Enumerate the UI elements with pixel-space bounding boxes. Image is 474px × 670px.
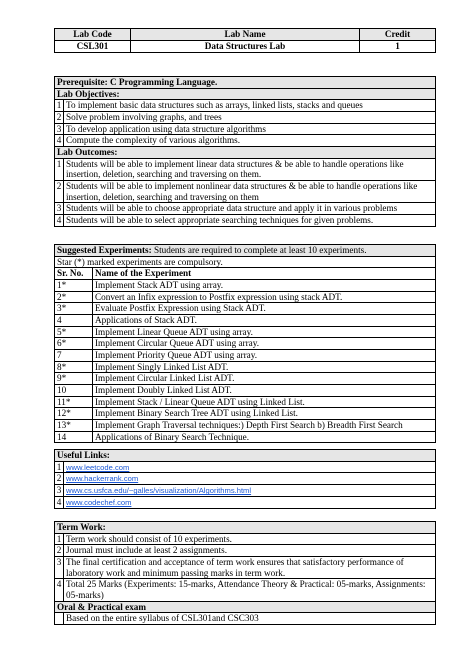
list-item: 4 Students will be able to select appropriate searching techniques for given problems. bbox=[55, 215, 436, 227]
experiment-name-header: Name of the Experiment bbox=[93, 268, 436, 280]
link-usfca-visualization[interactable]: www.cs.usfca.edu/~galles/visualization/Algorithms.html bbox=[66, 486, 252, 496]
table-row: 5* Implement Linear Queue ADT using array. bbox=[55, 326, 436, 338]
termwork-title: Term Work: bbox=[55, 522, 436, 534]
experiments-title: Suggested Experiments: Students are required to complete at least 10 experiments. bbox=[55, 245, 436, 257]
table-row: 12* Implement Binary Search Tree ADT using Linked List. bbox=[55, 408, 436, 420]
list-item: 4 Compute the complexity of various algorithms. bbox=[55, 135, 436, 147]
objectives-title: Lab Objectives: bbox=[55, 88, 436, 100]
table-row: 2* Convert an Infix expression to Postfix expression using stack ADT. bbox=[55, 291, 436, 303]
table-row: 9* Implement Circular Linked List ADT. bbox=[55, 373, 436, 385]
table-row: 11* Implement Stack / Linear Queue ADT using Linked List. bbox=[55, 396, 436, 408]
lab-name-value: Data Structures Lab bbox=[131, 41, 360, 53]
link-hackerrank[interactable]: www.hackerrank.com bbox=[66, 474, 139, 484]
lab-code-header: Lab Code bbox=[55, 29, 131, 41]
list-item: 1 Term work should consist of 10 experiments. bbox=[55, 533, 436, 545]
table-row: 7 Implement Priority Queue ADT using array. bbox=[55, 350, 436, 362]
table-row: 1* Implement Stack ADT using array. bbox=[55, 280, 436, 292]
link-codechef[interactable]: www.codechef.com bbox=[66, 498, 132, 508]
table-row: 3* Evaluate Postfix Expression using Stack ADT. bbox=[55, 303, 436, 315]
list-item: 3 To develop application using data structure algorithms bbox=[55, 123, 436, 135]
oral-exam-text: Based on the entire syllabus of CSL301and CSC303 bbox=[64, 613, 436, 625]
sr-no-header: Sr. No. bbox=[55, 268, 93, 280]
experiments-note: Star (*) marked experiments are compulsory. bbox=[55, 256, 436, 268]
termwork-table bbox=[54, 521, 436, 625]
credit-value: 1 bbox=[360, 41, 436, 53]
course-table bbox=[54, 28, 436, 53]
oral-exam-title: Oral & Practical exam bbox=[55, 601, 436, 613]
link-leetcode[interactable]: www.leetcode.com bbox=[66, 462, 130, 472]
lab-code-value: CSL301 bbox=[55, 41, 131, 53]
links-table: Useful Links: 1 www.leetcode.com 2 www.hackerrank.com 3 www.cs.usfca.edu/~galles/visualization/Algorithms.html 4 www.codechef.com bbox=[54, 449, 436, 509]
list-item: 3 Students will be able to choose appropriate data structure and apply it in various problems bbox=[55, 203, 436, 215]
list-item: 1 To implement basic data structures such as arrays, linked lists, stacks and queues bbox=[55, 100, 436, 112]
table-row: 4 Applications of Stack ADT. bbox=[55, 315, 436, 327]
table-row: 10 Implement Doubly Linked List ADT. bbox=[55, 385, 436, 397]
credit-header: Credit bbox=[360, 29, 436, 41]
list-item: 3 The final certification and acceptance of term work ensures that satisfactory performance of laboratory work and minimum passing marks in term work. bbox=[55, 557, 436, 579]
prerequisite-label: Prerequisite: C Programming Language. bbox=[55, 77, 436, 89]
list-item: 2 Students will be able to implement nonlinear data structures & be able to handle operations like insertion, deletion, searching and traversing on them bbox=[55, 181, 436, 203]
list-item: 2 Solve problem involving graphs, and trees bbox=[55, 112, 436, 124]
objectives-table bbox=[54, 76, 436, 227]
links-title: Useful Links: bbox=[55, 450, 436, 462]
outcomes-title: Lab Outcomes: bbox=[55, 147, 436, 159]
lab-name-header: Lab Name bbox=[131, 29, 360, 41]
experiments-table bbox=[54, 244, 436, 443]
table-row: 8* Implement Singly Linked List ADT. bbox=[55, 361, 436, 373]
table-row: 14 Applications of Binary Search Technique. bbox=[55, 431, 436, 443]
table-row: 6* Implement Circular Queue ADT using array. bbox=[55, 338, 436, 350]
table-row: 13* Implement Graph Traversal techniques:) Depth First Search b) Breadth First Search bbox=[55, 420, 436, 432]
list-item: 2 Journal must include at least 2 assignments. bbox=[55, 545, 436, 557]
list-item: 1 Students will be able to implement linear data structures & be able to handle operations like insertion, deletion, searching and traversing on them. bbox=[55, 158, 436, 180]
list-item: 4 Total 25 Marks (Experiments: 15-marks, Attendance Theory & Practical: 05-marks, Assignments: 05-marks) bbox=[55, 579, 436, 601]
